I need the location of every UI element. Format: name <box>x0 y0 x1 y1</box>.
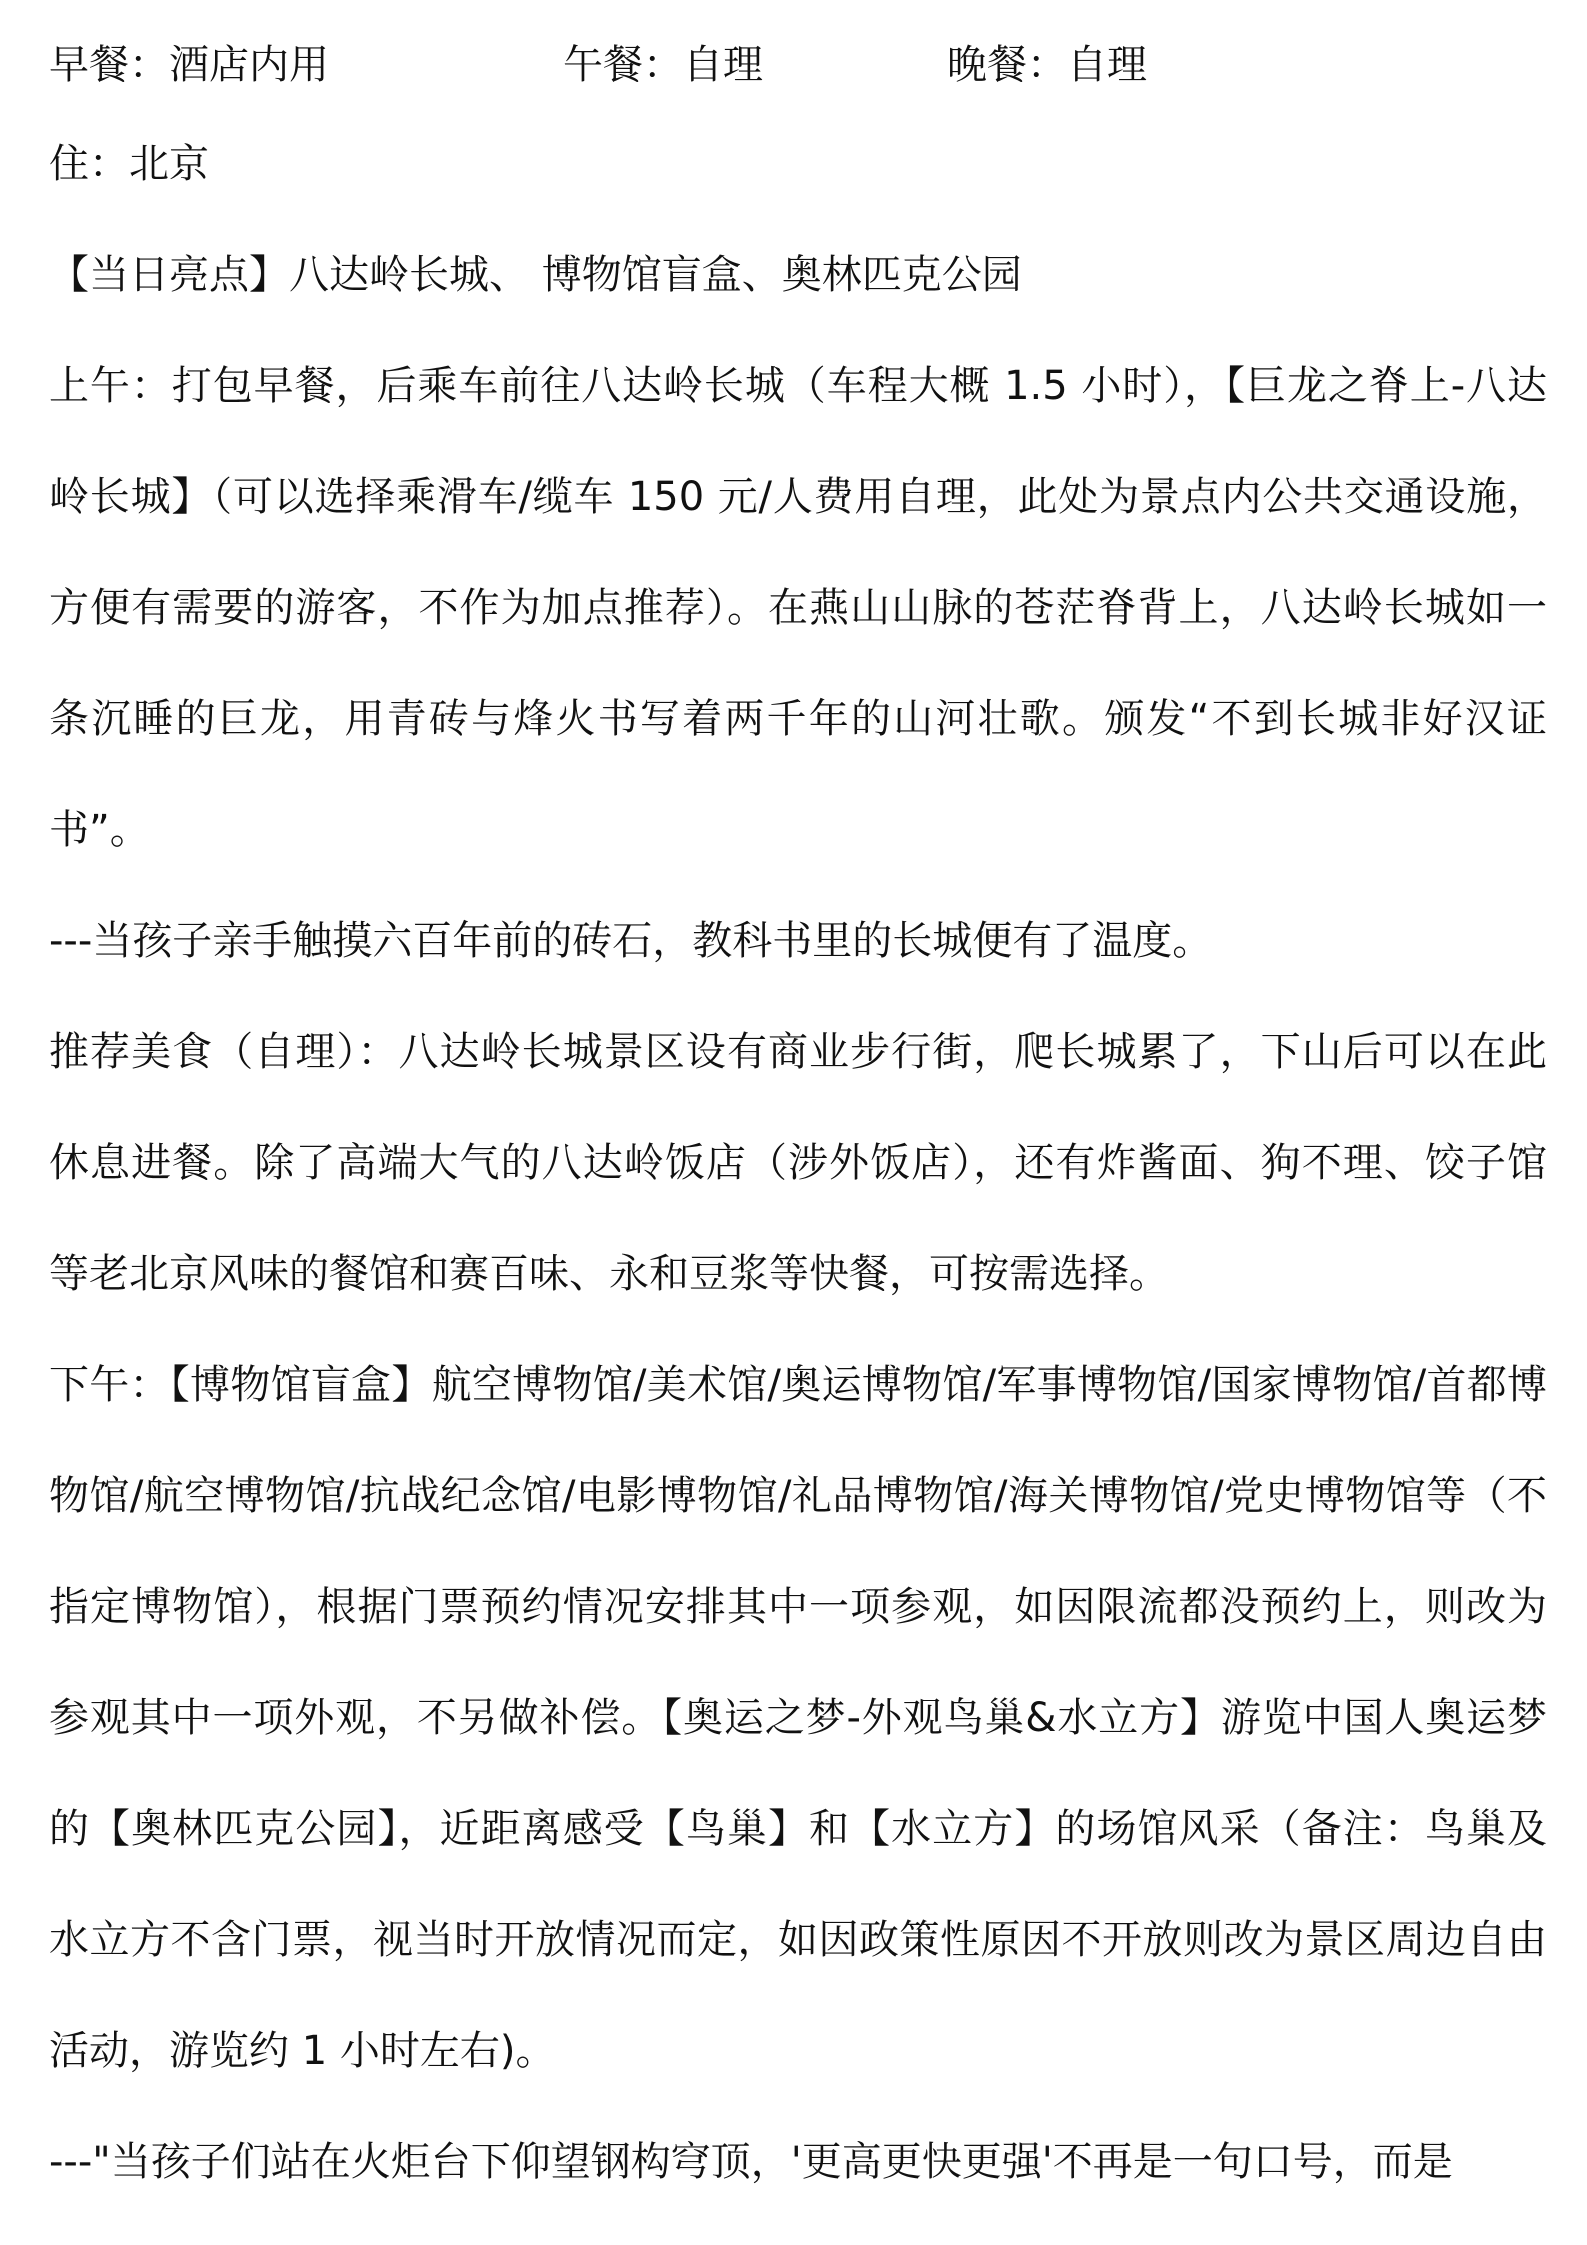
morning-itinerary: 上午：打包早餐，后乘车前往八达岭长城（车程大概 1.5 小时），【巨龙之脊上-八达岭长城】（可以选择乘滑车/缆车 150 元/人费用自理，此处为景点内公共交通设施，方便有需要的游客，不作为加点推荐）。在燕山山脉的苍茫脊背上，八达岭长城如一条沉睡的巨龙，用青砖与烽火书写着两千年的山河壮歌。颁发“不到长城非好汉证书”。 <box>49 363 1547 853</box>
lunch-info: 午餐：自理 <box>563 42 763 88</box>
dinner-info: 晚餐：自理 <box>947 42 1147 88</box>
breakfast-info: 早餐：酒店内用 <box>49 42 329 88</box>
food-recommendation: 推荐美食（自理）：八达岭长城景区设有商业步行街，爬长城累了，下山后可以在此休息进餐。除了高端大气的八达岭饭店（涉外饭店），还有炸酱面、狗不理、饺子馆等老北京风味的餐馆和赛百味、永和豆浆等快餐，可按需选择。 <box>49 1029 1547 1297</box>
olympic-quote: ---"当孩子们站在火炬台下仰望钢构穹顶，'更高更快更强'不再是一句口号，而是 <box>49 2139 1453 2185</box>
great-wall-quote: ---当孩子亲手触摸六百年前的砖石，教科书里的长城便有了温度。 <box>49 918 1213 964</box>
day-highlights: 【当日亮点】八达岭长城、 博物馆盲盒、奥林匹克公园 <box>49 252 1022 298</box>
afternoon-itinerary: 下午：【博物馆盲盒】航空博物馆/美术馆/奥运博物馆/军事博物馆/国家博物馆/首都博物馆/航空博物馆/抗战纪念馆/电影博物馆/礼品博物馆/海关博物馆/党史博物馆等（不指定博物馆），根据门票预约情况安排其中一项参观，如因限流都没预约上，则改为参观其中一项外观，不另做补偿。【奥运之梦-外观鸟巢&水立方】游览中国人奥运梦的【奥林匹克公园】，近距离感受【鸟巢】和【水立方】的场馆风采（备注：鸟巢及水立方不含门票，视当时开放情况而定，如因政策性原因不开放则改为景区周边自由活动，游览约 1 小时左右)。 <box>49 1362 1547 2074</box>
accommodation: 住：北京 <box>49 141 209 187</box>
meals-row <box>49 22 1547 109</box>
